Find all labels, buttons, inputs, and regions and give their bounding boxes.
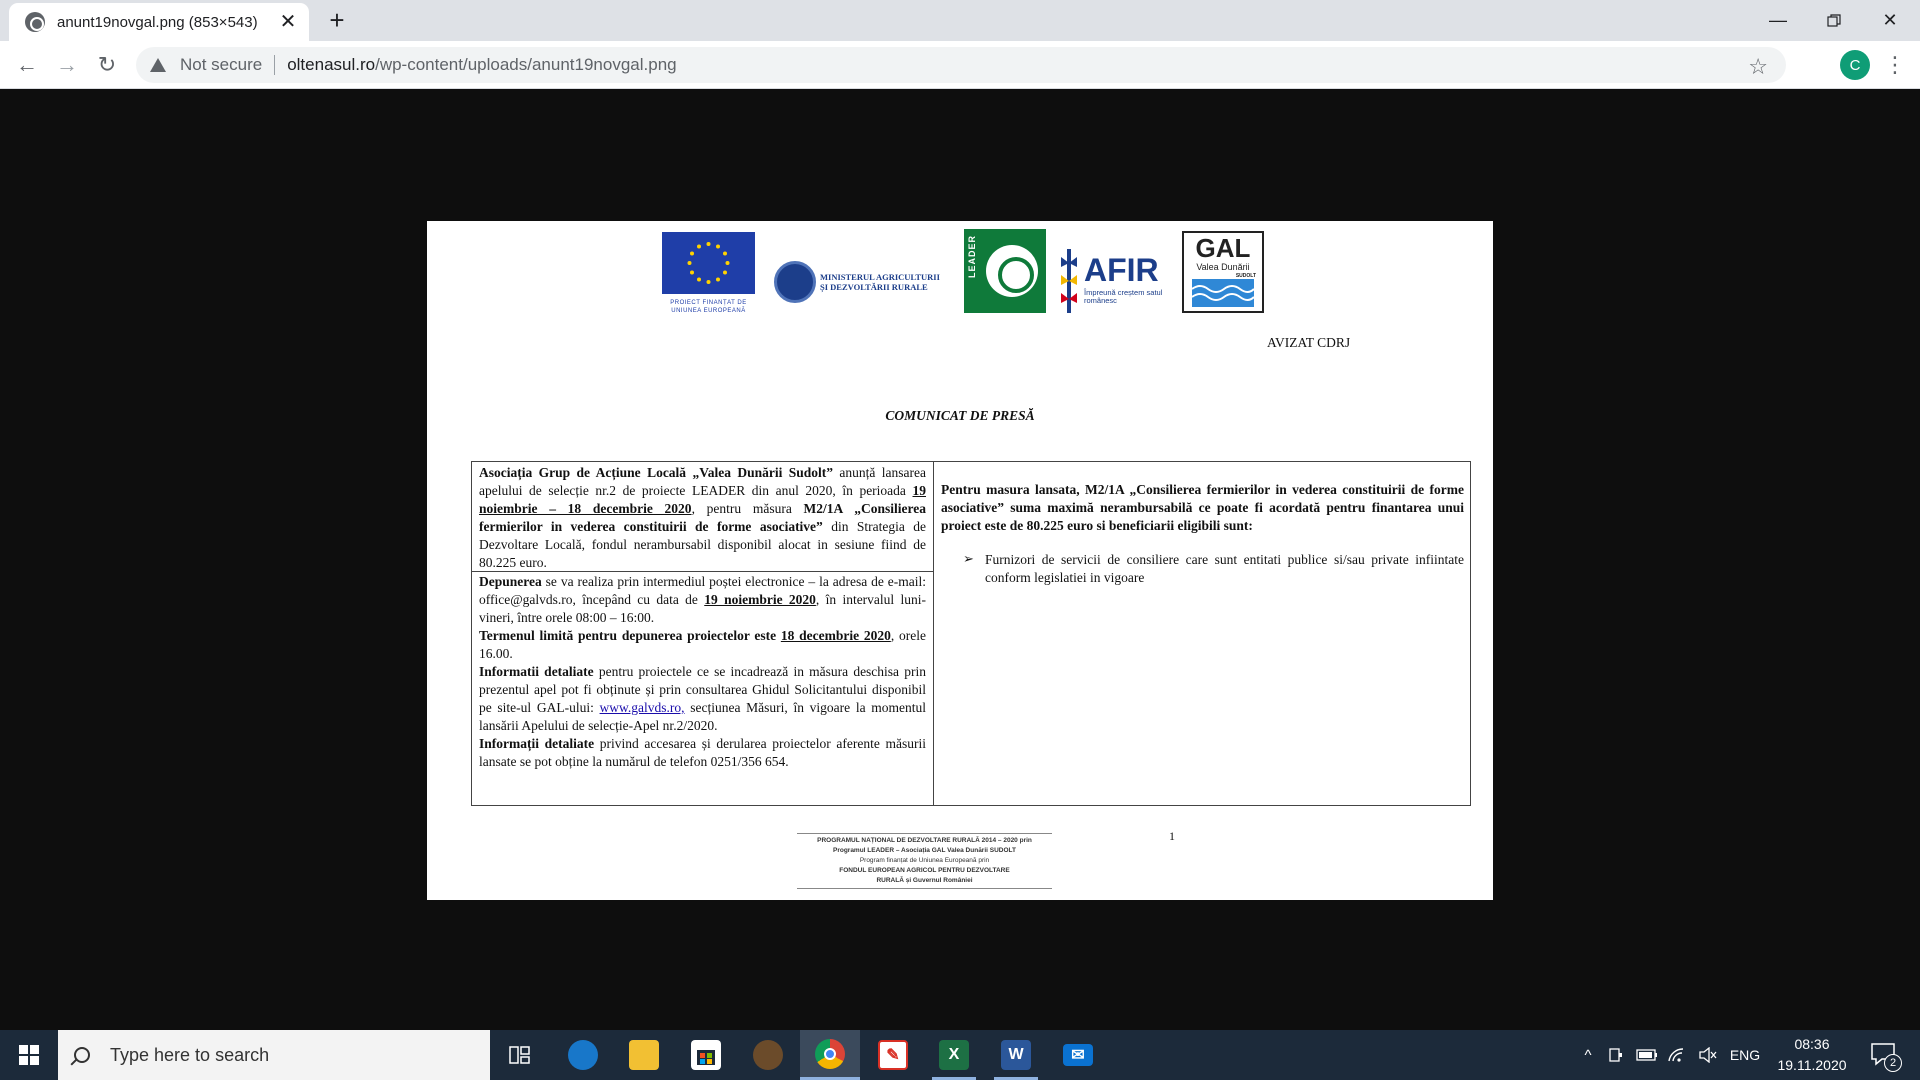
chevron-up-icon[interactable]: ^ (1584, 1046, 1592, 1064)
document-footer: PROGRAMUL NAȚIONAL DE DEZVOLTARE RURALĂ 2014 – 2020 prin Programul LEADER – Asociația GAL Valea Dunării SUDOLT Program finanțat de Uniunea Europeană prin FONDUL EUROPEAN AGRICOL PENTRU DEZVOLTARE RURALĂ și Guvernul României (797, 833, 1052, 889)
start-button[interactable] (0, 1030, 58, 1080)
eligibility-cell (934, 462, 1471, 806)
edge-app[interactable] (553, 1030, 613, 1080)
afir-tagline: Împreună creștem satul românesc (1084, 288, 1163, 305)
ministry-logo (774, 261, 950, 303)
wheat-icon (1060, 249, 1078, 313)
waves-icon (1192, 279, 1254, 307)
windows-icon (19, 1045, 39, 1065)
word-app[interactable] (986, 1030, 1046, 1080)
url-path[interactable]: /wp-content/uploads/anunt19novgal.png (375, 55, 677, 74)
search-placeholder: Type here to search (110, 1044, 270, 1065)
call-summary-cell (472, 462, 934, 572)
chrome-app[interactable] (800, 1030, 860, 1080)
clock-time: 08:36 (1794, 1036, 1830, 1052)
notification-count: 2 (1884, 1054, 1902, 1072)
url-host[interactable]: oltenasul.ro (287, 55, 376, 74)
approval-stamp: AVIZAT CDRJ (1267, 335, 1351, 350)
tab-strip (0, 0, 1920, 41)
reload-icon[interactable]: ↻ (97, 52, 117, 77)
tab-title: anunt19novgal.png (853×543) (57, 13, 258, 31)
profile-avatar[interactable]: C (1840, 50, 1870, 80)
toolbar (0, 41, 1920, 89)
submission-details-cell (472, 572, 934, 806)
tab-close-icon[interactable]: ✕ (279, 11, 297, 33)
edge-icon (568, 1040, 598, 1070)
gal-website-link[interactable]: www.galvds.ro, (599, 700, 685, 715)
battery-icon[interactable] (1634, 1030, 1660, 1080)
ministry-seal-icon (774, 261, 816, 303)
separator (274, 55, 275, 75)
beneficiary-text: Furnizori de servicii de consiliere care sunt entitati publice si/sau private infiintate conform legislatiei in vigoare (985, 552, 1464, 585)
leader-word: LEADER (967, 235, 977, 279)
volume-muted-icon[interactable] (1694, 1030, 1722, 1080)
new-tab-button[interactable]: + (329, 5, 345, 35)
eu-flag-icon (662, 232, 755, 294)
page-number: 1 (1169, 829, 1175, 843)
excel-icon: X (939, 1040, 969, 1070)
search-icon (74, 1047, 90, 1063)
store-icon (691, 1040, 721, 1070)
document-image[interactable] (427, 221, 1493, 900)
system-clock[interactable] (1764, 1034, 1860, 1076)
address-bar[interactable] (136, 47, 1786, 83)
folder-icon (629, 1040, 659, 1070)
forward-arrow-icon[interactable]: → (56, 52, 78, 77)
arrow-bullet-icon: ➢ (963, 551, 974, 566)
task-view-button[interactable] (490, 1030, 550, 1080)
submission-text: Depunerea se va realiza prin intermediul poștei electronice – la adresa de e-mail: office@galvds.ro, începând cu data de 19 noiembrie 2020, în intervalul luni-vineri, între orele 08:00 – 16:00. (479, 574, 926, 625)
eligibility-intro: Pentru masura lansata, M2/1A „Consilierea fermierilor in vederea constituirii de forme asociative” suma maximă nerambursabilă ce poate fi acordată pentru finantarea unui proiect este de 80.225 euro si beneficiarii eligibili sunt: (941, 482, 1464, 533)
mail-icon: ✉ (1063, 1044, 1093, 1066)
device-icon[interactable] (1604, 1030, 1628, 1080)
taskbar-search[interactable] (58, 1030, 490, 1080)
announcement-table (471, 461, 1471, 806)
image-viewer (0, 89, 1920, 1030)
language-indicator[interactable]: ENG (1729, 1047, 1761, 1063)
taskbar (0, 1030, 1920, 1080)
bookmark-star-icon[interactable]: ☆ (1748, 54, 1768, 79)
contact-info-text: Informații detaliate privind accesarea și derularea proiectelor aferente măsurii lansate se pot obține la numărul de telefon 0251/356 654. (479, 736, 926, 769)
leader-logo (964, 229, 1046, 313)
restore-icon[interactable] (1806, 0, 1862, 41)
window-close-icon[interactable]: ✕ (1882, 10, 1898, 30)
pdf-icon: ✎ (878, 1040, 908, 1070)
afir-word: AFIR (1084, 252, 1159, 288)
wifi-icon[interactable] (1664, 1030, 1690, 1080)
warning-icon[interactable] (150, 58, 166, 72)
back-arrow-icon[interactable]: ← (16, 52, 38, 77)
more-menu-icon[interactable]: ⋮ (1884, 52, 1906, 77)
document-title: COMUNICAT DE PRESĂ (885, 408, 1035, 423)
coffee-app[interactable] (738, 1030, 798, 1080)
word-icon: W (1001, 1040, 1031, 1070)
guide-info-text: Informatii detaliate pentru proiectele ce se incadrează in măsura deschisa prin prezentul apel pot fi obținute și prin consultarea Ghidul Solicitantului disponibil pe site-ul GAL-ului: www.galvds.ro, secțiunea Măsuri, în vigoare la momentul lansării Apelului de selecție-Apel nr.2/2020. (479, 664, 926, 733)
store-app[interactable] (676, 1030, 736, 1080)
minimize-icon[interactable]: — (1769, 10, 1787, 30)
coffee-cup-icon (753, 1040, 783, 1070)
gal-word: GAL (1195, 233, 1251, 263)
gal-subtitle-2: SUDOLT (1235, 273, 1256, 279)
gal-logo (1182, 231, 1264, 313)
browser-tab[interactable] (9, 3, 309, 41)
file-explorer-app[interactable] (614, 1030, 674, 1080)
task-view-icon (509, 1045, 531, 1065)
deadline-text: Termenul limită pentru depunerea proiectelor este 18 decembrie 2020, orele 16.00. (479, 628, 926, 661)
acrobat-app[interactable] (863, 1030, 923, 1080)
globe-icon (25, 12, 45, 32)
chrome-icon (815, 1039, 845, 1069)
mail-app[interactable] (1048, 1030, 1108, 1080)
security-status[interactable]: Not secure (180, 55, 263, 74)
clock-date: 19.11.2020 (1777, 1057, 1847, 1073)
excel-app[interactable] (924, 1030, 984, 1080)
list-item (941, 551, 1464, 587)
notification-center[interactable] (1866, 1038, 1902, 1072)
leader-emblem-icon (986, 245, 1038, 297)
eu-caption: PROIECT FINANȚAT DE UNIUNEA EUROPEANĂ (670, 300, 747, 314)
call-summary-text: Asociația Grup de Acțiune Locală „Valea Dunării Sudolt” anunță lansarea apelului de selecție nr.2 de proiecte LEADER din anul 2020, în perioada 19 noiembrie – 18 decembrie 2020, pentru măsura M2/1A „Consilierea fermierilor in vederea constituirii de forme asociative” din Strategia de Dezvoltare Locală, fondul nerambursabil disponibil alocat in sesiune fiind de 80.225 euro. (479, 465, 926, 570)
ministry-name: MINISTERUL AGRICULTURII ȘI DEZVOLTĂRII RURALE (820, 272, 940, 292)
gal-subtitle: Valea Dunării (1196, 262, 1250, 272)
